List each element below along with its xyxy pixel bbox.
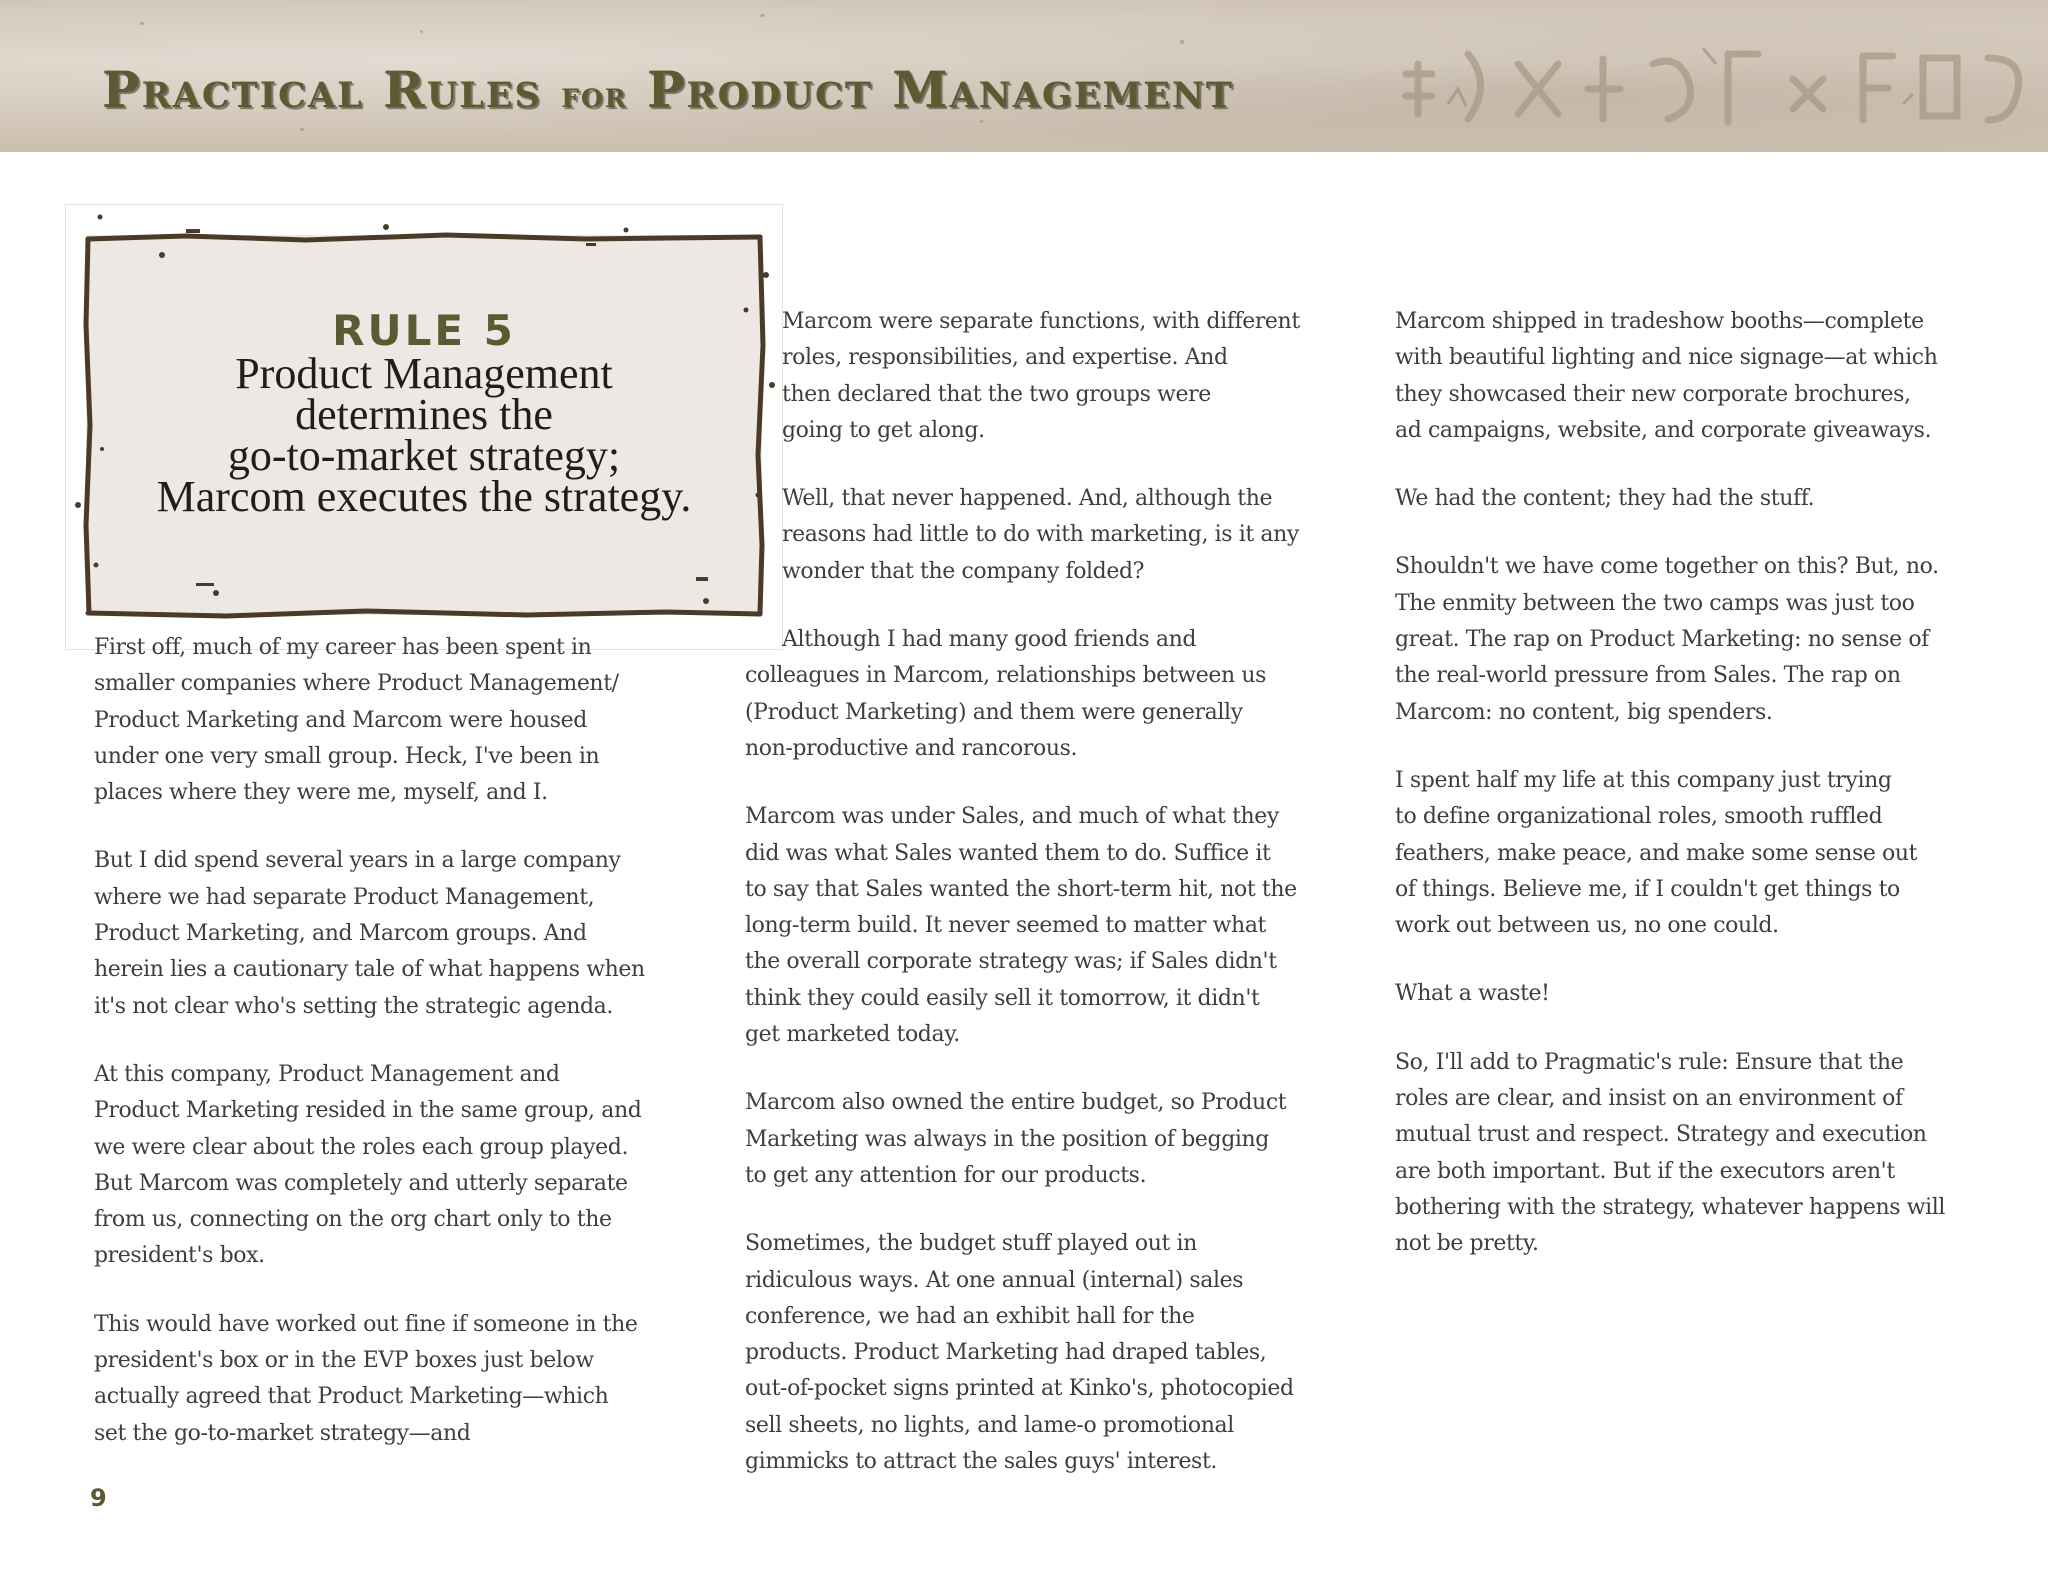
text-line: Well, that never happened. And, although the xyxy=(782,486,1273,512)
texture-speck xyxy=(300,128,304,131)
text-line: I spent half my life at this company just trying xyxy=(1395,767,1892,793)
text-line: At this company, Product Management and xyxy=(94,1061,560,1087)
text-line: did was what Sales wanted them to do. Suffice it xyxy=(745,840,1271,866)
paragraph xyxy=(94,843,645,1024)
text-column-3 xyxy=(1395,304,1945,1263)
text-column-2 xyxy=(745,304,1300,1480)
paragraph xyxy=(1395,304,1945,449)
text-line: out-of-pocket signs printed at Kinko's, photocopied xyxy=(745,1376,1294,1402)
text-line: get marketed today. xyxy=(745,1022,960,1048)
paragraph xyxy=(745,799,1300,1053)
text-line: president's box or in the EVP boxes just below xyxy=(94,1348,594,1374)
text-line: smaller companies where Product Management/ xyxy=(94,671,619,697)
text-line: they showcased their new corporate brochures, xyxy=(1395,381,1911,407)
text-line: feathers, make peace, and make some sense out xyxy=(1395,840,1918,866)
text-line: conference, we had an exhibit hall for the xyxy=(745,1303,1195,1329)
paragraph xyxy=(94,1057,645,1275)
text-line: of things. Believe me, if I couldn't get things to xyxy=(1395,876,1900,902)
text-line: But Marcom was completely and utterly separate xyxy=(94,1170,628,1196)
text-line: places where they were me, myself, and I. xyxy=(94,780,548,806)
text-line: Product Marketing, and Marcom groups. And xyxy=(94,921,587,947)
text-line: not be pretty. xyxy=(1395,1231,1539,1257)
rule-statement-line: determines the xyxy=(295,390,553,439)
paragraph xyxy=(745,481,1300,590)
rule-heading: RULE 5 xyxy=(332,306,516,355)
text-line: What a waste! xyxy=(1395,981,1550,1007)
text-line: to say that Sales wanted the short-term hit, not the xyxy=(745,876,1297,902)
header-title-part3: Product Management xyxy=(646,60,1234,119)
page-number: 9 xyxy=(90,1484,107,1512)
text-line: from us, connecting on the org chart only to the xyxy=(94,1207,612,1233)
texture-speck xyxy=(140,22,144,25)
header-banner xyxy=(0,0,2048,152)
text-line: Marcom: no content, big spenders. xyxy=(1395,699,1773,725)
text-line: Marcom was under Sales, and much of what they xyxy=(745,804,1279,830)
paragraph xyxy=(1395,1045,1945,1263)
text-line: with beautiful lighting and nice signage—at which xyxy=(1395,345,1938,371)
text-line: products. Product Marketing had draped tables, xyxy=(745,1340,1267,1366)
text-line: long-term build. It never seemed to matter what xyxy=(745,913,1266,939)
text-line: bothering with the strategy, whatever happens will xyxy=(1395,1194,1946,1220)
paragraph xyxy=(745,1085,1300,1194)
text-line: gimmicks to attract the sales guys' interest. xyxy=(745,1449,1217,1475)
text-line: actually agreed that Product Marketing—which xyxy=(94,1384,609,1410)
texture-speck xyxy=(420,30,423,33)
text-column-1 xyxy=(94,630,645,1452)
text-line: We had the content; they had the stuff. xyxy=(1395,486,1815,512)
paragraph xyxy=(745,1226,1300,1480)
text-line: the real-world pressure from Sales. The rap on xyxy=(1395,663,1901,689)
text-line: are both important. But if the executors aren't xyxy=(1395,1158,1895,1184)
text-line: the overall corporate strategy was; if Sales didn't xyxy=(745,949,1277,975)
text-line: ridiculous ways. At one annual (internal) sales xyxy=(745,1267,1244,1293)
text-line: sell sheets, no lights, and lame-o promotional xyxy=(745,1412,1234,1438)
text-line: set the go-to-market strategy—and xyxy=(94,1420,471,1446)
text-line: Although I had many good friends and xyxy=(782,627,1197,653)
text-line: Sometimes, the budget stuff played out in xyxy=(745,1231,1197,1257)
text-line: reasons had little to do with marketing, is it any xyxy=(782,522,1299,548)
rule-statement xyxy=(66,349,782,521)
paragraph xyxy=(745,622,1300,767)
carved-symbols-ornament xyxy=(1398,34,2038,130)
rule-statement-line: go-to-market strategy; xyxy=(227,431,621,480)
text-line: This would have worked out fine if someone in the xyxy=(94,1311,638,1337)
paragraph xyxy=(1395,763,1945,944)
text-line: think they could easily sell it tomorrow, it didn't xyxy=(745,985,1260,1011)
text-line: where we had separate Product Management, xyxy=(94,884,595,910)
rule-callout-box xyxy=(65,204,783,650)
page-header-title xyxy=(102,60,1234,125)
text-line: Shouldn't we have come together on this? But, no. xyxy=(1395,554,1939,580)
text-line: Product Marketing resided in the same group, and xyxy=(94,1098,642,1124)
text-line: So, I'll add to Pragmatic's rule: Ensure that the xyxy=(1395,1049,1904,1075)
text-line: The enmity between the two camps was just too xyxy=(1395,590,1915,616)
text-line: But I did spend several years in a large company xyxy=(94,848,621,874)
paragraph xyxy=(94,1307,645,1452)
paragraph xyxy=(1395,481,1945,517)
text-line: Marcom shipped in tradeshow booths—complete xyxy=(1395,309,1924,334)
texture-speck xyxy=(760,14,765,17)
text-line: Marcom also owned the entire budget, so Product xyxy=(745,1090,1287,1116)
text-line: First off, much of my career has been spent in xyxy=(94,635,592,660)
text-line: president's box. xyxy=(94,1243,265,1269)
texture-speck xyxy=(1180,40,1184,44)
paragraph xyxy=(1395,549,1945,730)
text-line: great. The rap on Product Marketing: no sense of xyxy=(1395,627,1929,653)
paragraph xyxy=(745,304,1300,449)
text-line: to define organizational roles, smooth ruffled xyxy=(1395,804,1883,830)
header-title-part2: for xyxy=(561,74,628,116)
text-line: we were clear about the roles each group played. xyxy=(94,1134,629,1160)
text-line: mutual trust and respect. Strategy and execution xyxy=(1395,1122,1927,1148)
text-line: Product Marketing and Marcom were housed xyxy=(94,707,587,733)
text-line: non-productive and rancorous. xyxy=(745,735,1078,761)
text-line: it's not clear who's setting the strategic agenda. xyxy=(94,993,613,1019)
text-line: wonder that the company folded? xyxy=(782,558,1145,584)
rule-statement-line: Marcom executes the strategy. xyxy=(156,472,692,521)
text-line: roles, responsibilities, and expertise. And xyxy=(782,345,1228,371)
paragraph xyxy=(1395,976,1945,1012)
text-line: to get any attention for our products. xyxy=(745,1162,1147,1188)
header-title-part1: Practical Rules xyxy=(102,60,542,119)
text-line: roles are clear, and insist on an environment of xyxy=(1395,1086,1903,1112)
paragraph xyxy=(94,630,645,811)
text-line: ad campaigns, website, and corporate giveaways. xyxy=(1395,417,1932,443)
text-line: work out between us, no one could. xyxy=(1395,913,1779,939)
text-line: Marcom were separate functions, with different xyxy=(782,309,1300,334)
text-line: herein lies a cautionary tale of what happens when xyxy=(94,957,645,983)
text-line: (Product Marketing) and them were generally xyxy=(745,699,1243,725)
text-line: Marketing was always in the position of begging xyxy=(745,1126,1269,1152)
text-line: colleagues in Marcom, relationships between us xyxy=(745,663,1266,689)
text-line: under one very small group. Heck, I've been in xyxy=(94,743,600,769)
rule-statement-line: Product Management xyxy=(235,349,613,398)
text-line: going to get along. xyxy=(782,417,985,443)
text-line: then declared that the two groups were xyxy=(782,381,1211,407)
